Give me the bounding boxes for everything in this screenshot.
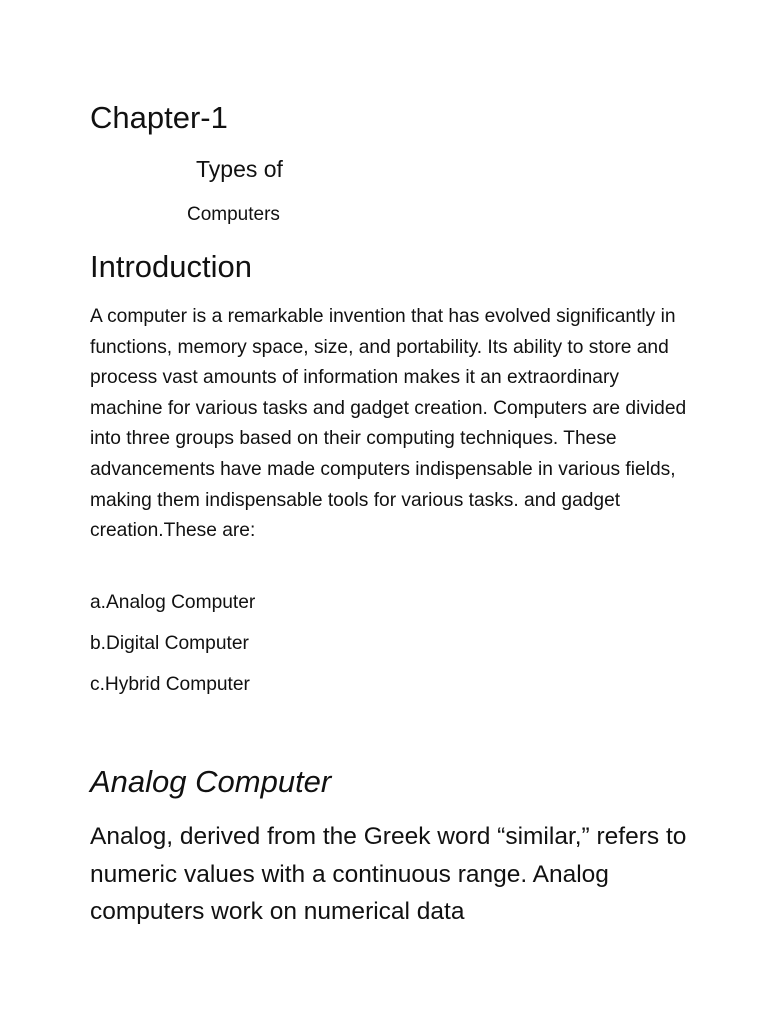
list-item-hybrid: c.Hybrid Computer [90, 674, 250, 695]
introduction-heading: Introduction [90, 249, 252, 284]
chapter-subtitle-line2: Computers [187, 204, 280, 225]
analog-computer-paragraph: Analog, derived from the Greek word “similar,” refers to numeric values with a continuous range. Analog computers work on numerical data [90, 823, 687, 925]
introduction-paragraph: A computer is a remarkable invention that has evolved significantly in functions, memory space, size, and portability. Its ability to store and process vast amounts of information makes it an extraordinary machine for various tasks and gadget creation. Computers are divided into three groups based on their computing techniques. These advancements have made computers indispensable in various fields, making them indispensable tools for various tasks. and gadget creation.These are: [90, 306, 687, 542]
list-item-analog: a.Analog Computer [90, 592, 256, 613]
list-item-digital: b.Digital Computer [90, 633, 249, 654]
chapter-subtitle-line1: Types of [196, 156, 283, 182]
chapter-title: Chapter-1 [90, 100, 228, 135]
analog-computer-heading: Analog Computer [90, 764, 332, 799]
